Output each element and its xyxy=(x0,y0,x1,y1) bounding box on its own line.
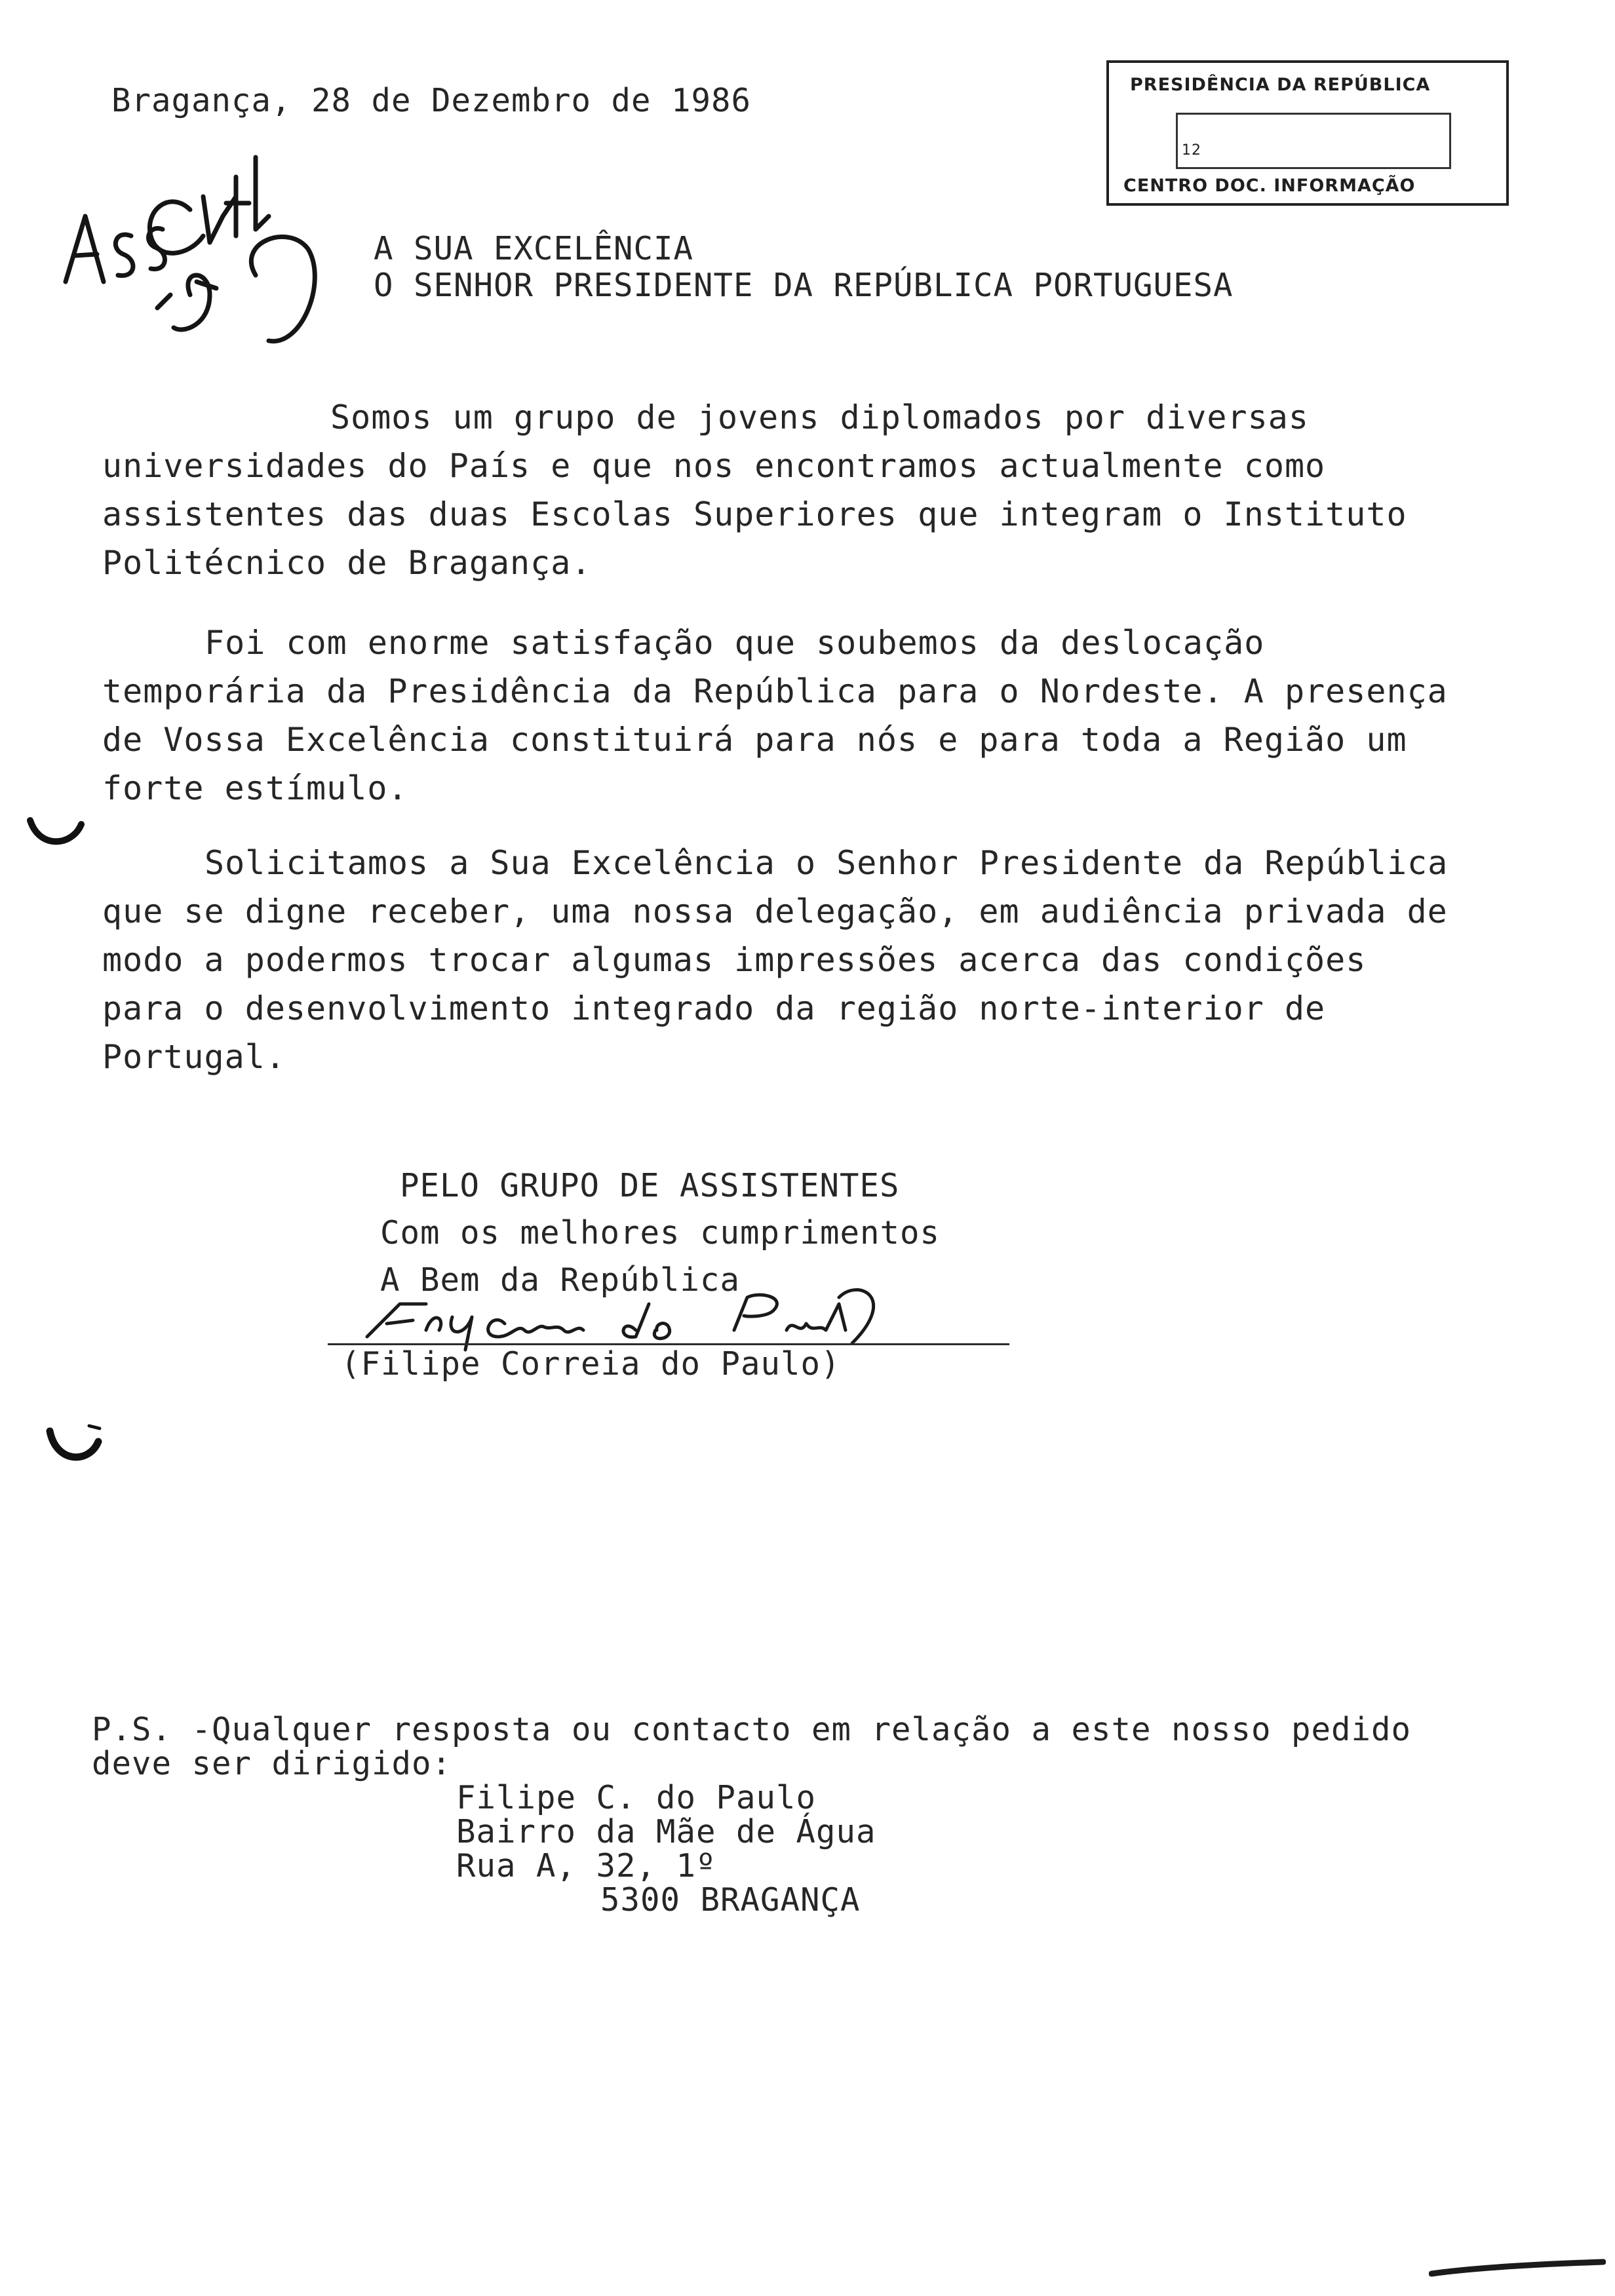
signatory-name: (Filipe Correia do Paulo) xyxy=(341,1345,841,1383)
closing-group: PELO GRUPO DE ASSISTENTES xyxy=(400,1167,900,1204)
stamp-number-box xyxy=(1176,113,1451,169)
paragraph-intro: Somos um grupo de jovens diplomados por diversas universidades do País e que nos encontramos actualmente como assistentes das duas Escolas Superiores que integram o Instituto Politécnico de Bragança. xyxy=(102,398,1407,582)
postscript-line2: deve ser dirigido: xyxy=(92,1745,452,1782)
addressee-line1: A SUA EXCELÊNCIA xyxy=(374,230,694,267)
registry-stamp xyxy=(1106,60,1509,206)
stamp-number: 12 xyxy=(1182,142,1201,159)
address-line-bairro: Bairro da Mãe de Água xyxy=(456,1813,876,1850)
paragraph-visit: Foi com enorme satisfação que soubemos da deslocação temporária da Presidência da República para o Nordeste. A presença de Vossa Excelência constituirá para nós e para toda a Região um forte estímulo. xyxy=(102,624,1448,807)
punch-mark-bottom xyxy=(43,1418,109,1470)
address-line-name: Filipe C. do Paulo xyxy=(456,1779,817,1816)
stamp-header: PRESIDÊNCIA DA REPÚBLICA xyxy=(1130,75,1431,95)
address-line-city: 5300 BRAGANÇA xyxy=(600,1881,861,1919)
closing-republic: A Bem da República xyxy=(380,1261,741,1299)
address-line-street: Rua A, 32, 1º xyxy=(456,1847,716,1885)
postscript-line1: P.S. -Qualquer resposta ou contacto em relação a este nosso pedido xyxy=(92,1711,1412,1748)
punch-mark-top xyxy=(26,807,85,853)
scan-edge-mark xyxy=(1429,2254,1606,2280)
date-line: Bragança, 28 de Dezembro de 1986 xyxy=(111,82,752,119)
closing-regards: Com os melhores cumprimentos xyxy=(380,1214,941,1252)
addressee-line2: O SENHOR PRESIDENTE DA REPÚBLICA PORTUGUESA xyxy=(374,267,1234,304)
stamp-footer: CENTRO DOC. INFORMAÇÃO xyxy=(1123,176,1416,196)
paragraph-request: Solicitamos a Sua Excelência o Senhor Presidente da República que se digne receber, uma nossa delegação, em audiência privada de modo a podermos trocar algumas impressões acerca das condições para o desenvolvimento integrado da região norte-interior de Portugal. xyxy=(102,844,1449,1076)
handwritten-annotation xyxy=(39,138,380,354)
signature-text: Filipe Correia do Paulo xyxy=(341,1284,350,1285)
